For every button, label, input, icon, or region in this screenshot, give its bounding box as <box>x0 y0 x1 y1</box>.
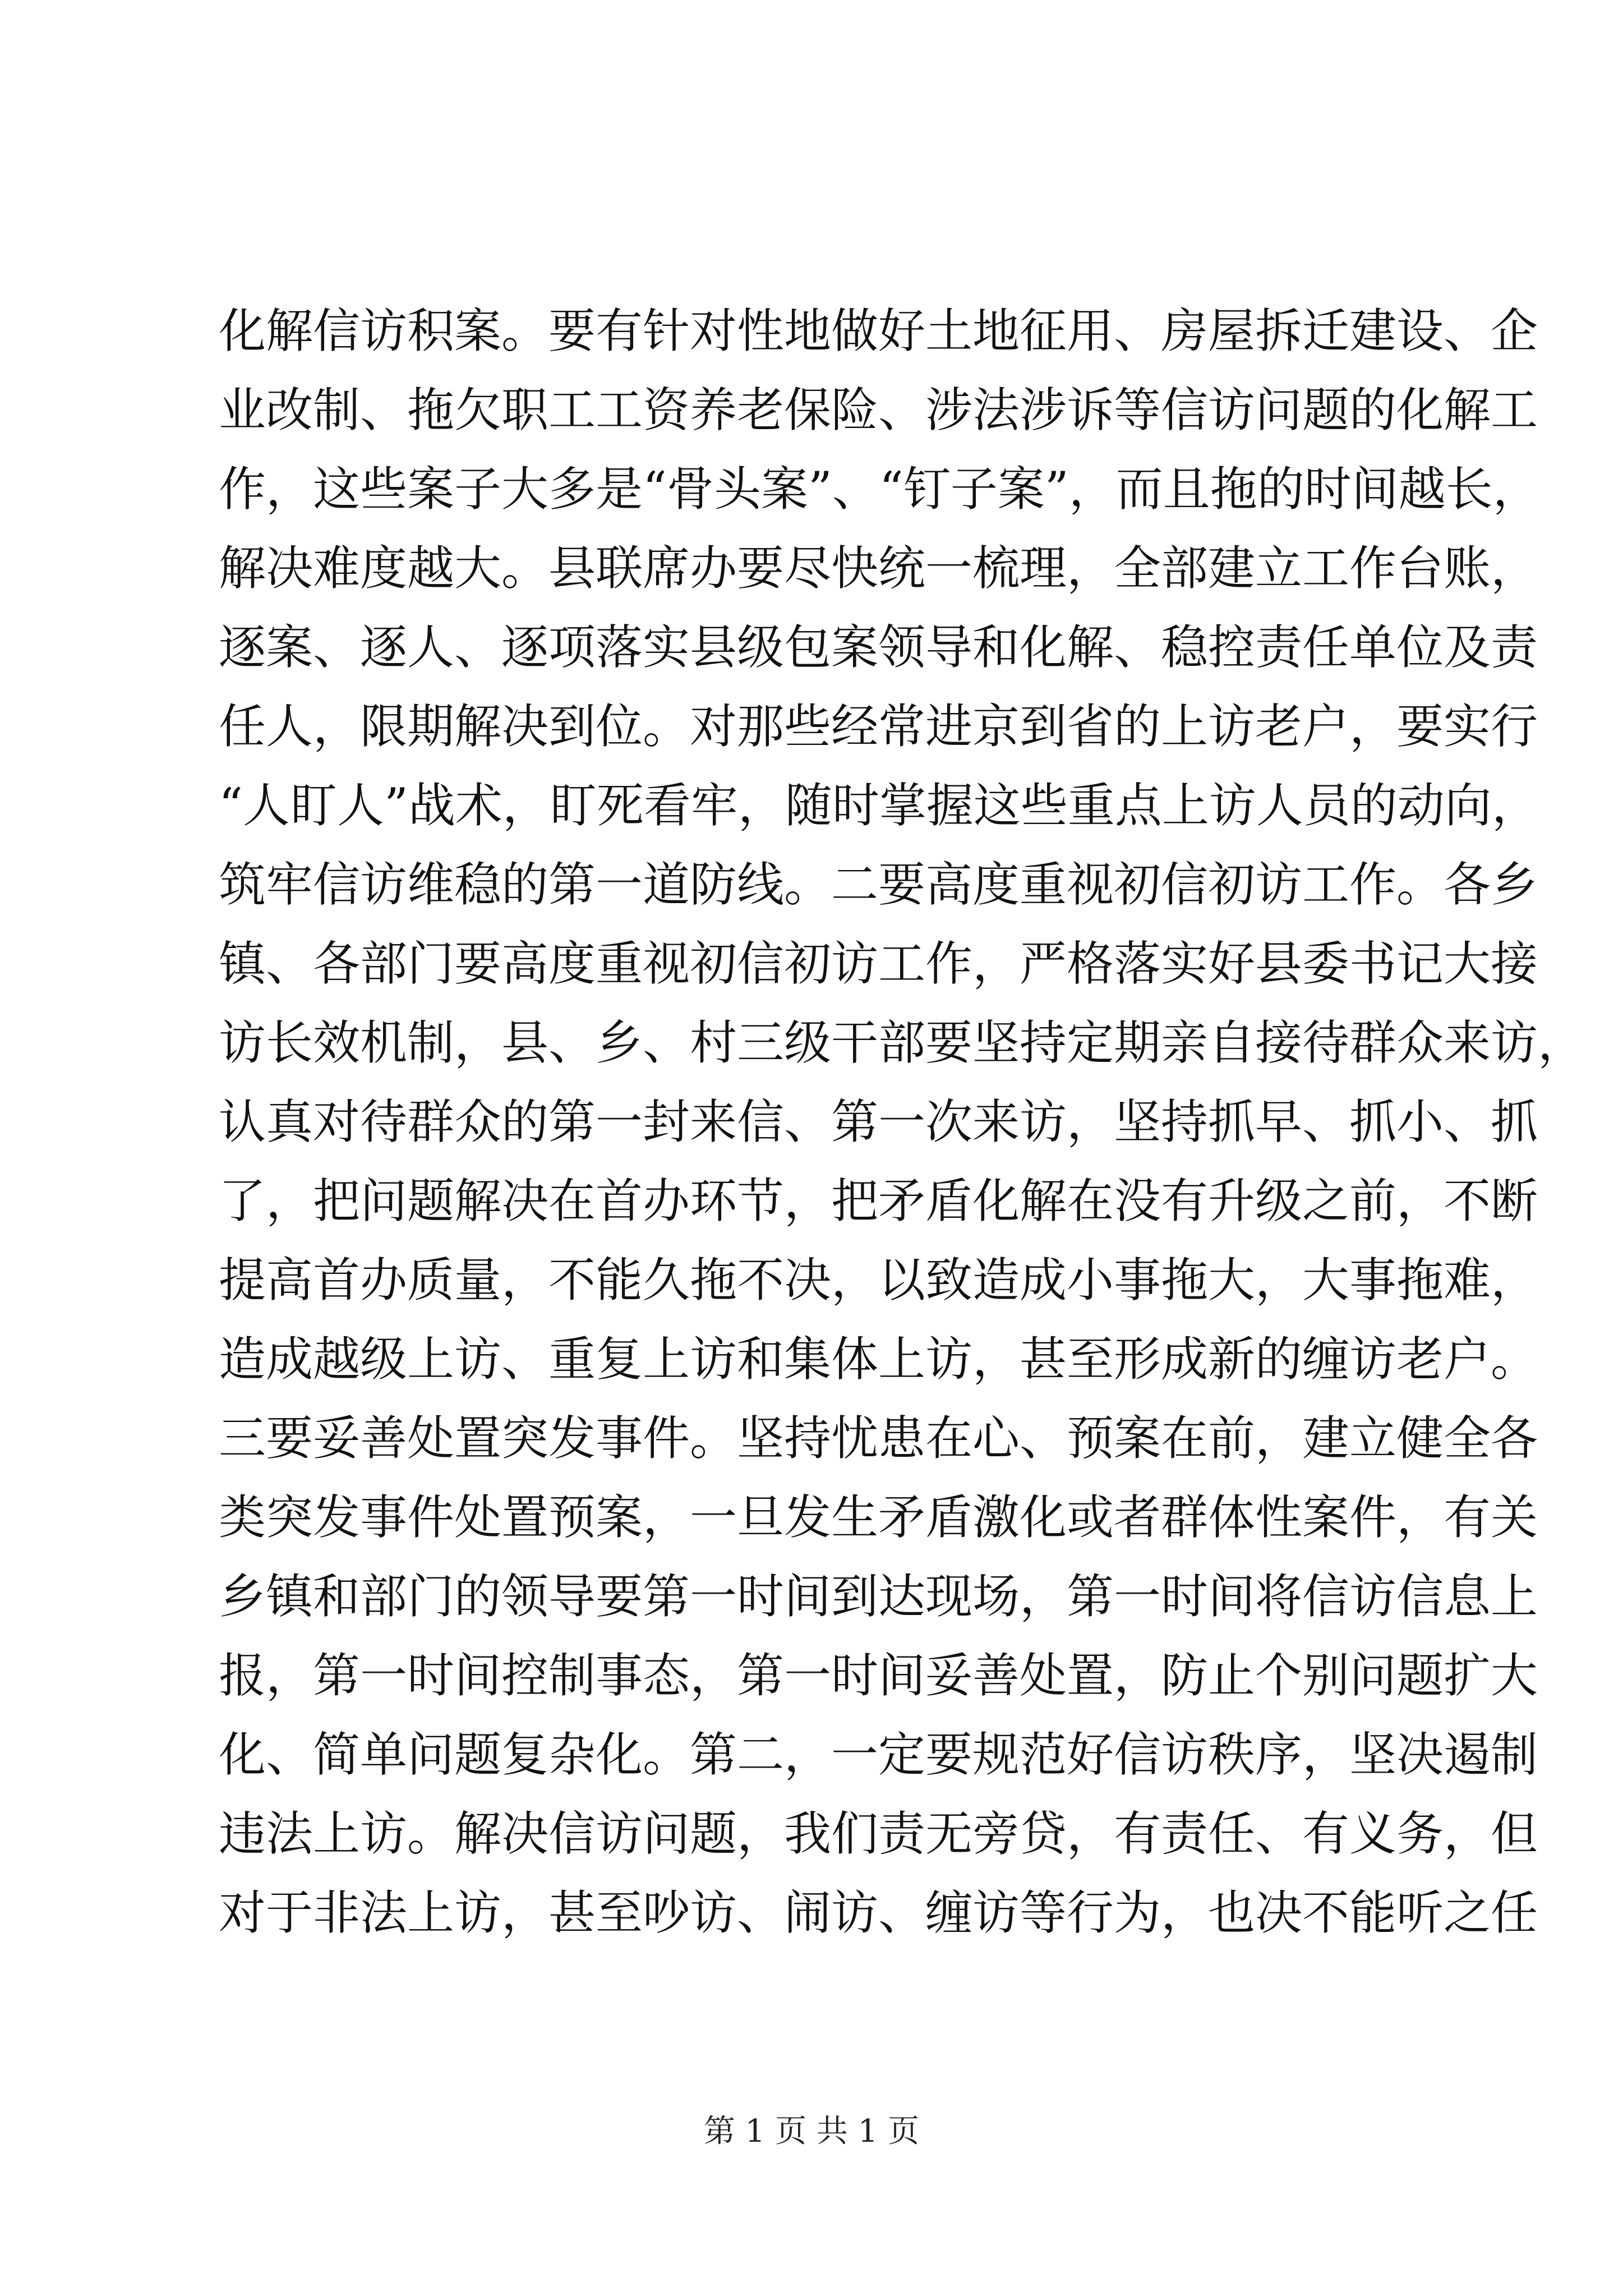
body-text <box>219 292 1585 1953</box>
text-line: 报，第一时间控制事态，第一时间妥善处置，防止个别问题扩大 <box>219 1648 1538 1703</box>
text-line: 造成越级上访、重复上访和集体上访，甚至形成新的缠访老户。 <box>219 1332 1538 1387</box>
text-line: 访长效机制，县、乡、村三级干部要坚持定期亲自接待群众来访， <box>219 1015 1585 1070</box>
text-line: 任人，限期解决到位。对那些经常进京到省的上访老户，要实行 <box>219 699 1538 754</box>
text-line: 三要妥善处置突发事件。坚持忧患在心、预案在前，建立健全各 <box>219 1411 1538 1466</box>
text-line: 认真对待群众的第一封来信、第一次来访，坚持抓早、抓小、抓 <box>219 1094 1538 1149</box>
text-line: 化解信访积案。要有针对性地做好土地征用、房屋拆迁建设、企 <box>219 303 1538 358</box>
text-line: 作，这些案子大多是“骨头案”、“钉子案”，而且拖的时间越长， <box>219 462 1540 517</box>
text-line: 化、简单问题复杂化。第二，一定要规范好信访秩序，坚决遏制 <box>219 1727 1538 1782</box>
text-line: 镇、各部门要高度重视初信初访工作，严格落实好县委书记大接 <box>219 936 1538 991</box>
text-line: 乡镇和部门的领导要第一时间到达现场，第一时间将信访信息上 <box>219 1569 1538 1624</box>
text-line: 违法上访。解决信访问题，我们责无旁贷，有责任、有义务，但 <box>219 1806 1538 1861</box>
text-line: 逐案、逐人、逐项落实县级包案领导和化解、稳控责任单位及责 <box>219 620 1538 675</box>
text-line: 业改制、拖欠职工工资养老保险、涉法涉诉等信访问题的化解工 <box>219 383 1538 438</box>
text-line: 筑牢信访维稳的第一道防线。二要高度重视初信初访工作。各乡 <box>219 857 1538 912</box>
text-line: “人盯人”战术，盯死看牢，随时掌握这些重点上访人员的动向， <box>219 778 1539 833</box>
text-line: 类突发事件处置预案，一旦发生矛盾激化或者群体性案件，有关 <box>219 1490 1538 1545</box>
page-footer: 第 1 页 共 1 页 <box>703 2113 920 2150</box>
text-line: 解决难度越大。县联席办要尽快统一梳理，全部建立工作台账， <box>219 541 1538 596</box>
text-line: 提高首办质量，不能久拖不决，以致造成小事拖大，大事拖难， <box>219 1253 1538 1308</box>
text-line: 了，把问题解决在首办环节，把矛盾化解在没有升级之前，不断 <box>219 1174 1538 1228</box>
text-line: 对于非法上访，甚至吵访、闹访、缠访等行为，也决不能听之任 <box>219 1885 1538 1940</box>
